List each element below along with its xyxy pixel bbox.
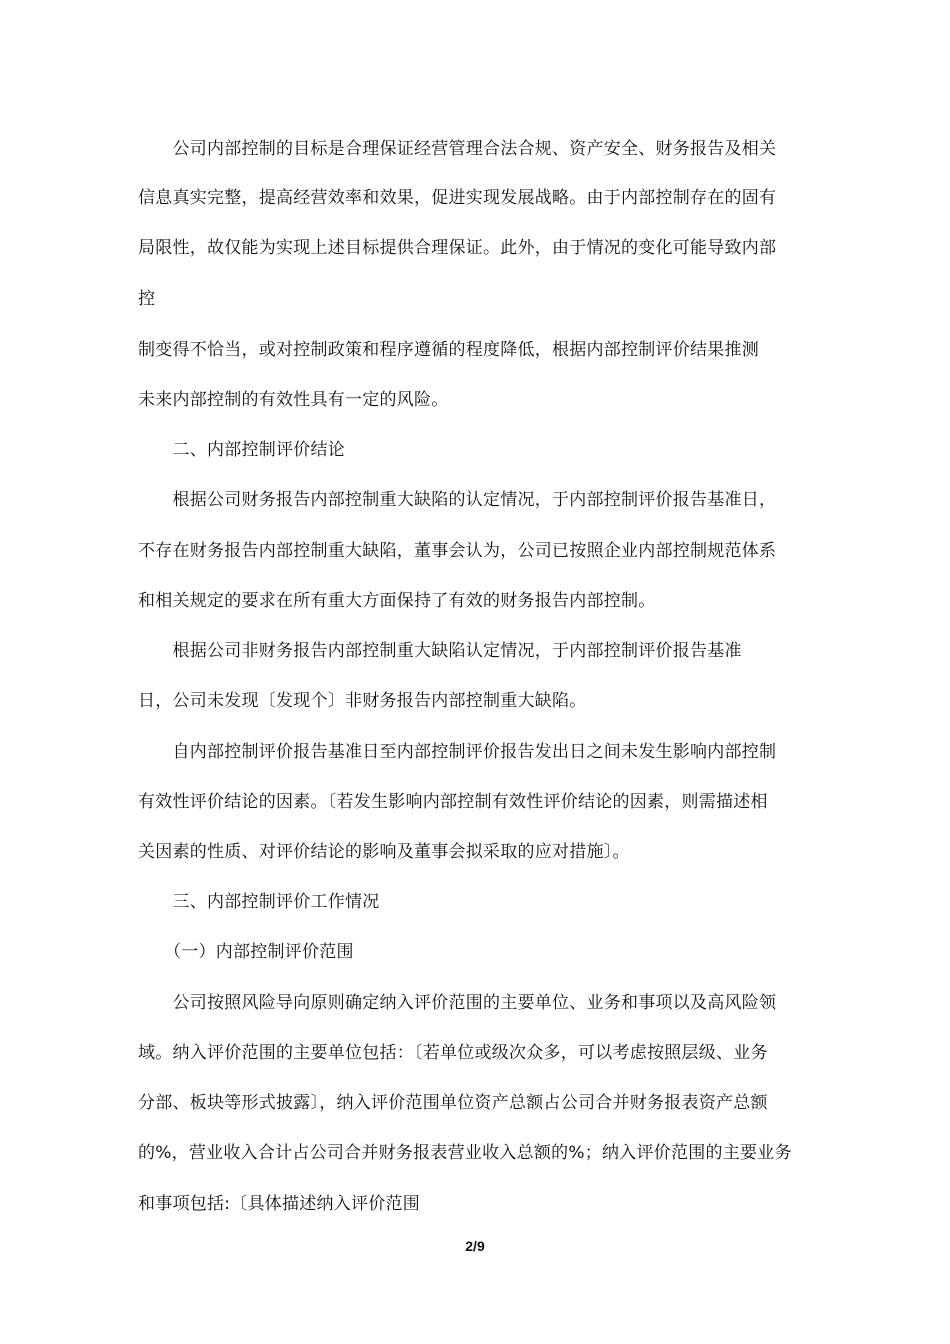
body-text-line: 域。纳入评价范围的主要单位包括：〔若单位或级次众多，可以考虑按照层级、业务 [138,1043,768,1063]
body-text-line: 控 [138,289,156,309]
body-text-line: 根据公司财务报告内部控制重大缺陷的认定情况，于内部控制评价报告基准日， [138,490,777,510]
body-text-line: 公司内部控制的目标是合理保证经营管理合法合规、资产安全、财务报告及相关 [138,139,777,159]
body-text-line: 的%，营业收入合计占公司合并财务报表营业收入总额的%；纳入评价范围的主要业务 [138,1143,792,1163]
page-number: 2/9 [465,1238,485,1254]
body-text-line: 和相关规定的要求在所有重大方面保持了有效的财务报告内部控制。 [138,591,656,611]
body-text-line: 和事项包括:〔具体描述纳入评价范围 [138,1194,420,1214]
body-text-line: 分部、板块等形式披露〕，纳入评价范围单位资产总额占公司合并财务报表资产总额 [138,1093,768,1113]
body-text-line: 公司按照风险导向原则确定纳入评价范围的主要单位、业务和事项以及高风险领 [138,993,777,1013]
body-text-line: 信息真实完整，提高经营效率和效果，促进实现发展战略。由于内部控制存在的固有 [138,188,777,208]
body-text-line: 局限性，故仅能为实现上述目标提供合理保证。此外，由于情况的变化可能导致内部 [138,238,777,258]
body-text-line: 自内部控制评价报告基准日至内部控制评价报告发出日之间未发生影响内部控制 [138,742,777,762]
body-text-line: 制变得不恰当，或对控制政策和程序遵循的程度降低，根据内部控制评价结果推测 [138,340,759,360]
section-heading: 二、内部控制评价结论 [138,440,345,460]
body-text-line: 日，公司未发现〔发现个〕非财务报告内部控制重大缺陷。 [138,691,587,711]
section-heading: 三、内部控制评价工作情况 [138,892,380,912]
body-text-line: 根据公司非财务报告内部控制重大缺陷认定情况，于内部控制评价报告基准 [138,641,742,661]
body-text-line: 不存在财务报告内部控制重大缺陷，董事会认为，公司已按照企业内部控制规范体系 [138,541,777,561]
body-text-line: 关因素的性质、对评价结论的影响及董事会拟采取的应对措施〕。 [138,842,630,862]
body-text-line: 有效性评价结论的因素。〔若发生影响内部控制有效性评价结论的因素，则需描述相 [138,792,768,812]
subsection-heading: （一）内部控制评价范围 [138,942,354,962]
body-text-line: 未来内部控制的有效性具有一定的风险。 [138,390,449,410]
